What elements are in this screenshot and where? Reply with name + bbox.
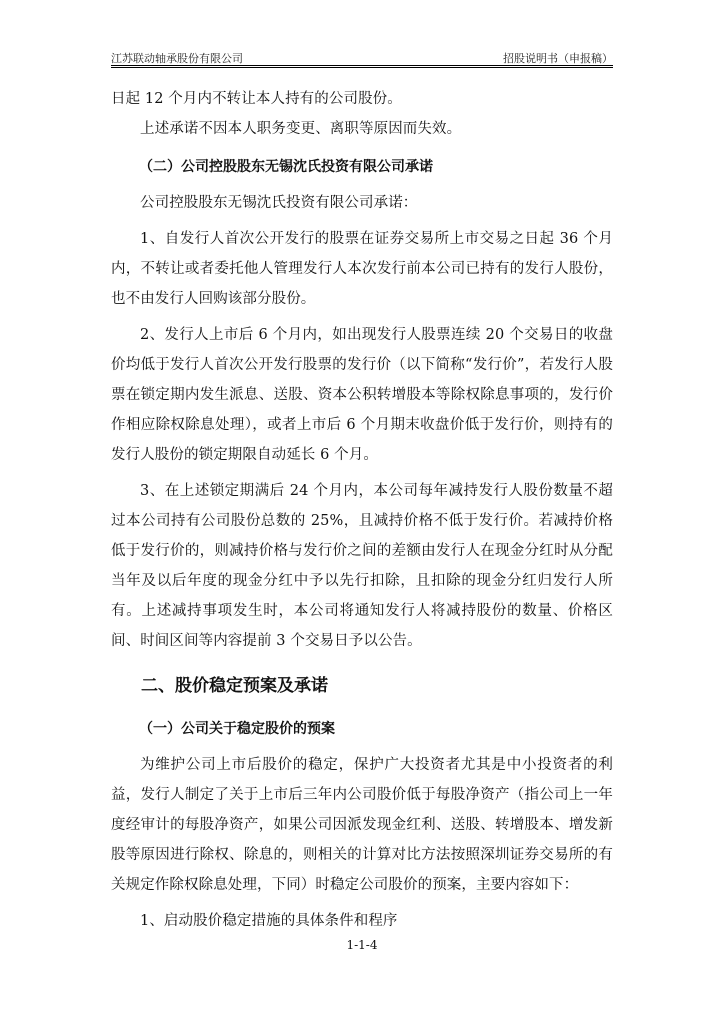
paragraph-continuation: 日起 12 个月内不转让本人持有的公司股份。	[111, 91, 402, 107]
header-company-name: 江苏联动轴承股份有限公司	[111, 52, 243, 65]
subheading-controlling-shareholder: （二）公司控股股东无锡沈氏投资有限公司承诺	[139, 159, 433, 175]
paragraph-item-3: 3、在上述锁定期满后 24 个月内，本公司每年减持发行人股份数量不超过本公司持有公司股份总数的 25%，且减持价格不低于发行价。若减持价格低于发行价的，则减持价格与发行价之间的差额由发行人在现金分红时从分配当年及以后年度的现金分红中予以先行扣除，且扣除的现金分红归发行人所有。上述减持事项发生时，本公司将通知发行人将减持股份的数量、价格区间、时间区间等内容提前 3 个交易日予以公告。	[111, 483, 613, 649]
subheading-stabilization-plan: （一）公司关于稳定股价的预案	[139, 721, 335, 737]
paragraph-item-1: 1、自发行人首次公开发行的股票在证券交易所上市交易之日起 36 个月内，不转让或者委托他人管理发行人本次发行前本公司已持有的发行人股份，也不由发行人回购该部分股份。	[111, 231, 613, 307]
paragraph-plan-description: 为维护公司上市后股价的稳定，保护广大投资者尤其是中小投资者的利益，发行人制定了关于上市后三年内公司股价低于每股净资产（指公司上一年度经审计的每股净资产，如果公司因派发现金红利、送股、转增股本、增发新股等原因进行除权、除息的，则相关的计算对比方法按照深圳证券交易所的有关规定作除权除息处理，下同）时稳定公司股价的预案，主要内容如下：	[111, 757, 613, 893]
paragraph-conditions-heading: 1、启动股价稳定措施的具体条件和程序	[140, 913, 398, 929]
paragraph-item-2: 2、发行人上市后 6 个月内，如出现发行人股票连续 20 个交易日的收盘价均低于发行人首次公开发行股票的发行价（以下简称“发行价”，若发行人股票在锁定期内发生派息、送股、资本公积转增股本等除权除息事项的，发行价作相应除权除息处理），或者上市后 6 个月期末收盘价低于发行价，则持有的发行人股份的锁定期限自动延长 6 个月。	[111, 327, 613, 463]
paragraph-shareholder-intro: 公司控股股东无锡沈氏投资有限公司承诺：	[140, 195, 418, 211]
section-heading-price-stabilization: 二、股价稳定预案及承诺	[141, 676, 328, 696]
page-number: 1-1-4	[346, 938, 378, 952]
page-body	[111, 84, 613, 936]
header-document-title: 招股说明书（申报稿）	[503, 52, 613, 65]
header-rule-thick	[111, 65, 613, 66]
paragraph-commitment-validity: 上述承诺不因本人职务变更、离职等原因而失效。	[140, 121, 462, 137]
header-rule-thin	[111, 67, 613, 68]
